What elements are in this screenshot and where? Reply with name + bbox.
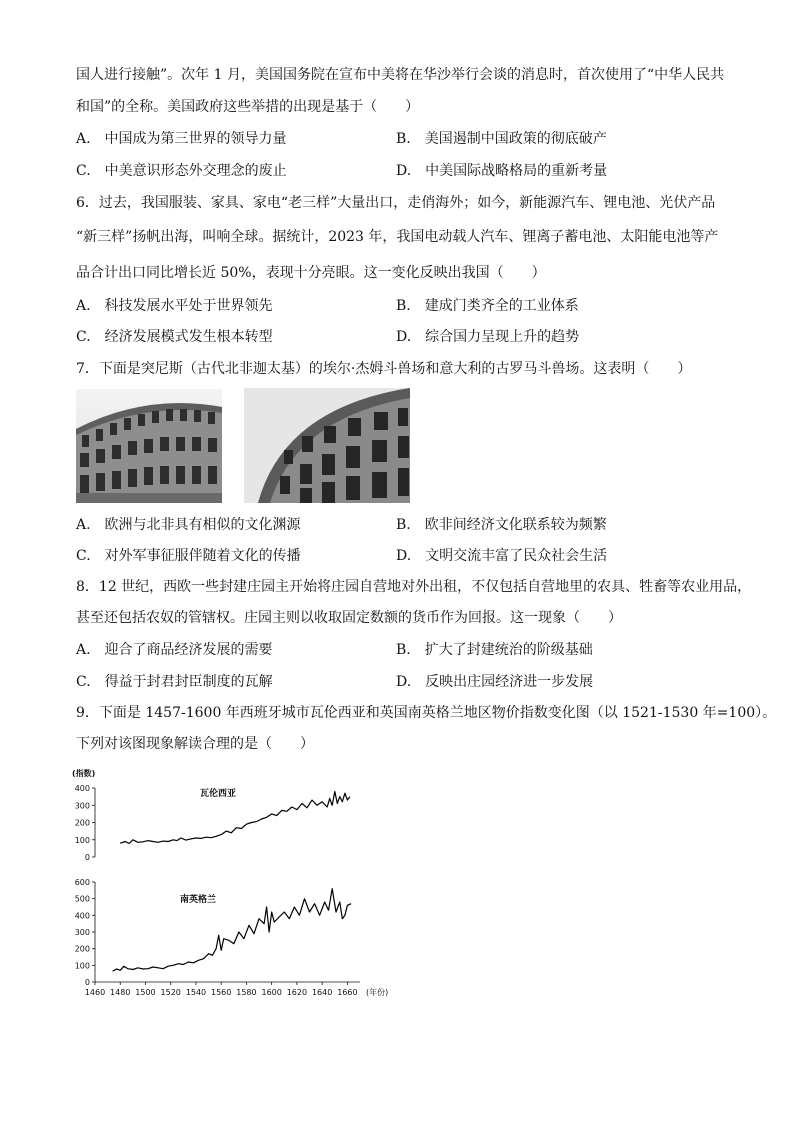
south-england-y-tick-label: 500 xyxy=(74,894,90,904)
south-england-series-line xyxy=(113,889,352,972)
valencia-y-tick-label: 200 xyxy=(74,818,90,828)
q8-stem-line1: 8．12 世纪，西欧一些封建庄园主开始将庄园自营地对外出租，不仅包括自营地里的农具、牲畜等农业用品， xyxy=(76,579,752,595)
x-tick-label: 1460 xyxy=(84,988,106,997)
x-tick-label: 1500 xyxy=(135,988,156,997)
valencia-y-tick-label: 300 xyxy=(74,801,90,811)
q9-stem-line2: 下列对该图现象解读合理的是（ ） xyxy=(76,736,314,752)
valencia-series-line xyxy=(120,792,350,844)
south-england-y-tick-label: 300 xyxy=(74,928,90,937)
x-tick-label: 1580 xyxy=(236,988,257,997)
q5-stem-line1: 国人进行接触”。次年 1 月，美国国务院在宣布中美将在华沙举行会谈的消息时，首次使用了“中华人民共 xyxy=(76,67,725,83)
x-tick-label: 1660 xyxy=(337,988,358,997)
x-tick-label: 1620 xyxy=(286,988,308,997)
q7-option-a: A. 欧洲与北非具有相似的文化渊源 xyxy=(76,517,301,533)
valencia-y-tick-label: 400 xyxy=(74,784,90,793)
x-tick-label: 1520 xyxy=(160,988,181,997)
q7-option-c: C. 对外军事征服伴随着文化的传播 xyxy=(76,548,301,564)
el-jem-amphitheatre-photo xyxy=(76,389,222,503)
x-tick-label: 1640 xyxy=(311,988,333,997)
q6-stem-line1: 6．过去，我国服装、家具、家电“老三样”大量出口，走俏海外；如今，新能源汽车、锂电池、光伏产品 xyxy=(76,195,716,211)
q6-option-c: C. 经济发展模式发生根本转型 xyxy=(76,329,273,345)
q9-stem-line1: 9．下面是 1457-1600 年西班牙城市瓦伦西亚和英国南英格兰地区物价指数变化图（以 1521-1530 年=100）。 xyxy=(76,705,777,721)
price-index-chart xyxy=(60,760,400,1005)
x-tick-label: 1560 xyxy=(211,988,232,997)
q5-option-c: C. 中美意识形态外交理念的废止 xyxy=(76,163,287,179)
valencia-y-tick-label: 0 xyxy=(84,853,90,862)
q5-option-b: B. 美国遏制中国政策的彻底破产 xyxy=(396,131,607,147)
q6-stem-line3: 品合计出口同比增长近 50%，表现十分亮眼。这一变化反映出我国（ ） xyxy=(76,265,546,281)
x-axis-label: (年份) xyxy=(366,988,389,997)
valencia-y-tick-label: 100 xyxy=(74,835,90,845)
valencia-y-axis-label: (指数) xyxy=(72,769,96,778)
south-england-y-tick-label: 400 xyxy=(74,911,90,921)
q6-option-d: D. 综合国力呈现上升的趋势 xyxy=(396,329,580,345)
south-england-series-label: 南英格兰 xyxy=(180,895,217,905)
x-tick-label: 1600 xyxy=(261,988,282,997)
q7-option-b: B. 欧非间经济文化联系较为频繁 xyxy=(396,517,607,533)
south-england-y-tick-label: 200 xyxy=(74,944,90,954)
q8-option-b: B. 扩大了封建统治的阶级基础 xyxy=(396,642,593,658)
q6-option-a: A. 科技发展水平处于世界领先 xyxy=(76,298,273,314)
x-tick-label: 1540 xyxy=(185,988,207,997)
colosseum-photo xyxy=(244,388,410,503)
x-tick-label: 1480 xyxy=(110,988,131,997)
q8-stem-line2: 甚至还包括农奴的管辖权。庄园主则以收取固定数额的货币作为回报。这一现象（ ） xyxy=(76,610,622,626)
south-england-y-tick-label: 600 xyxy=(74,878,90,887)
q8-option-a: A. 迎合了商品经济发展的需要 xyxy=(76,642,273,658)
q5-option-a: A. 中国成为第三世界的领导力量 xyxy=(76,131,287,147)
q8-option-d: D. 反映出庄园经济进一步发展 xyxy=(396,674,594,690)
q8-option-c: C. 得益于封君封臣制度的瓦解 xyxy=(76,674,273,690)
q7-option-d: D. 文明交流丰富了民众社会生活 xyxy=(396,548,608,564)
q5-stem-line2: 和国”的全称。美国政府这些举措的出现是基于（ ） xyxy=(76,99,420,115)
south-england-y-tick-label: 100 xyxy=(74,961,90,971)
q6-stem-line2: “新三样”扬帆出海，叫响全球。据统计，2023 年，我国电动载人汽车、锂离子蓄电池、太阳能电池等产 xyxy=(76,229,719,245)
q5-option-d: D. 中美国际战略格局的重新考量 xyxy=(396,163,608,179)
q7-stem: 7．下面是突尼斯（古代北非迦太基）的埃尔·杰姆斗兽场和意大利的古罗马斗兽场。这表明（ ） xyxy=(76,361,692,377)
south-england-y-tick-label: 0 xyxy=(84,978,90,987)
valencia-series-label: 瓦伦西亚 xyxy=(200,789,237,799)
q6-option-b: B. 建成门类齐全的工业体系 xyxy=(396,298,579,314)
